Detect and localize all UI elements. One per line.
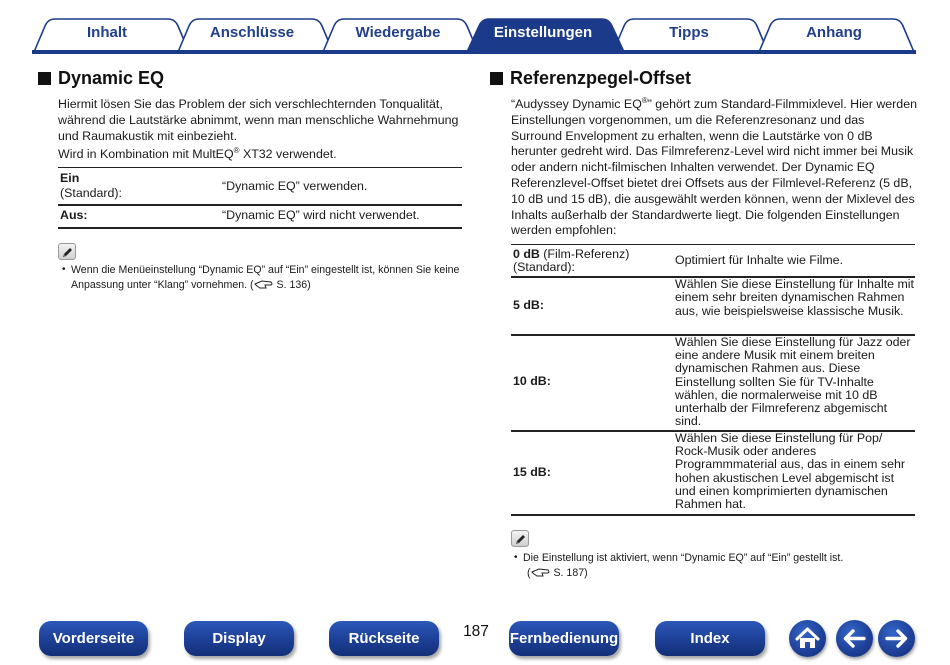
section-title: Referenzpegel-Offset bbox=[510, 68, 692, 88]
tab-wiedergabe[interactable]: Wiedergabe bbox=[355, 24, 441, 41]
back-arrow-icon[interactable] bbox=[836, 620, 873, 657]
offset-table bbox=[511, 244, 915, 516]
bullet: • bbox=[62, 264, 66, 275]
display-button[interactable]: Display bbox=[184, 621, 294, 656]
option-label: Aus: bbox=[60, 208, 88, 222]
page-reference[interactable]: S. 187 bbox=[553, 567, 585, 579]
tab-inhalt[interactable]: Inhalt bbox=[87, 24, 127, 41]
tab-anschluesse[interactable]: Anschlüsse bbox=[209, 24, 295, 41]
section-title: Dynamic EQ bbox=[58, 68, 165, 88]
option-description: Wählen Sie diese Einstellung für Inhalte mit einem sehr breiten dynamischen Rahmen aus, wie beispielsweise klassische Musik. bbox=[675, 277, 914, 318]
pencil-icon bbox=[58, 243, 76, 260]
option-description: Optimiert für Inhalte wie Filme. bbox=[675, 253, 844, 267]
dynamic-eq-intro: Hiermit lösen Sie das Problem der sich verschlechternden Tonqualität, während die Lautstärke abnimmt, wenn man menschliche Wahrnehmung und Raumakustik mit einbezieht. bbox=[58, 97, 459, 143]
tab-einstellungen[interactable]: Einstellungen bbox=[493, 24, 593, 41]
combo-pre: Wird in Kombination mit MultEQ bbox=[58, 147, 234, 161]
reference-hand-icon bbox=[531, 567, 551, 578]
option-note: (Standard): bbox=[60, 186, 122, 200]
note-text: Wenn die Menüeinstellung “Dynamic EQ” auf “Ein” eingestellt ist, können Sie keine Anpassung unter “Klang” vornehmen. bbox=[71, 264, 460, 291]
registered-mark: ® bbox=[233, 145, 240, 155]
table-row bbox=[58, 167, 462, 204]
option-note: (Standard): bbox=[513, 260, 575, 274]
registered-mark: ® bbox=[641, 95, 648, 105]
combo-post: XT32 verwendet. bbox=[239, 147, 337, 161]
referenzpegel-note bbox=[523, 551, 918, 566]
option-label: 15 dB: bbox=[513, 465, 551, 479]
table-row bbox=[511, 244, 915, 276]
index-button[interactable]: Index bbox=[655, 621, 765, 656]
table-rule bbox=[511, 514, 915, 516]
home-icon[interactable] bbox=[789, 620, 826, 657]
table-row bbox=[58, 205, 462, 227]
option-suffix: (Film-Referenz) bbox=[539, 247, 630, 261]
tab-tipps[interactable]: Tipps bbox=[669, 24, 709, 41]
option-description: Wählen Sie diese Einstellung für Jazz oder eine andere Musik mit einem breiten dynamischen Rahmen aus. Diese Einstellung sollten Sie für TV-Inhalte wählen, die normalerweise mit 10 dB unterhalb der Filmreferenz abgemischt sind. bbox=[675, 335, 911, 429]
dynamic-eq-table bbox=[58, 167, 462, 229]
option-label: 5 dB: bbox=[513, 298, 544, 312]
pencil-icon bbox=[511, 530, 529, 547]
tab-bar bbox=[0, 0, 950, 56]
tab-anhang[interactable]: Anhang bbox=[806, 24, 862, 41]
page-number: 187 bbox=[463, 623, 489, 640]
page-reference[interactable]: S. 136 bbox=[276, 278, 308, 291]
rueckseite-button[interactable]: Rückseite bbox=[329, 621, 439, 656]
multeq-combo-text bbox=[58, 147, 466, 163]
forward-arrow-icon[interactable] bbox=[878, 620, 915, 657]
referenzpegel-note-ref: ( S. 187) bbox=[527, 567, 588, 579]
bullet: • bbox=[514, 552, 518, 563]
dynamic-eq-note: Wenn die Menüeinstellung “Dynamic EQ” auf “Ein” eingestellt ist, können Sie keine Anpassung unter “Klang” vornehmen. ( S. 136) bbox=[71, 264, 460, 291]
dynamic-eq-heading bbox=[38, 68, 164, 89]
table-row bbox=[511, 431, 915, 514]
section-square-icon bbox=[490, 72, 503, 85]
vorderseite-button[interactable]: Vorderseite bbox=[39, 621, 148, 656]
reference-hand-icon bbox=[254, 279, 274, 290]
option-label: Ein bbox=[60, 171, 80, 185]
option-description: “Dynamic EQ” verwenden. bbox=[222, 179, 368, 193]
option-description: Wählen Sie diese Einstellung für Pop/ Rock-Musik oder anderes Programmmaterial aus, das in einem sehr hohen akustischen Level abgemischt ist und einen komprimierten dynamischen Rahmen hat. bbox=[675, 431, 906, 512]
option-value: 0 dB bbox=[513, 247, 540, 261]
fernbedienung-button[interactable]: Fernbedienung bbox=[509, 621, 619, 656]
table-row bbox=[511, 335, 915, 430]
table-rule bbox=[58, 227, 462, 229]
section-square-icon bbox=[38, 72, 51, 85]
option-label: 10 dB: bbox=[513, 374, 551, 388]
table-row bbox=[511, 277, 915, 334]
option-description: “Dynamic EQ” wird nicht verwendet. bbox=[222, 208, 420, 222]
intro-pre: “Audyssey Dynamic EQ bbox=[511, 97, 642, 111]
option-label bbox=[513, 247, 629, 261]
referenzpegel-heading bbox=[490, 68, 691, 89]
intro-post: ” gehört zum Standard-Filmmixlevel. Hier werden Einstellungen vorgenommen, um die Referenzresonanz und das Surround Envelopment zu erhalten, wenn die Lautstärke von 0 dB herunter gedreht wird. Das Filmreferenz-Level wird nicht immer bei Musik oder andern nicht-filmischen Inhalten verwendet. Der Dynamic EQ Referenzlevel-Offset bietet drei Offsets aus der Filmlevel-Referenz (5 dB, 10 dB und 15 dB), die ausgewählt werden können, wenn der Mixlevel des Inhalts außerhalb der Standardwerte liegt. Die folgenden Einstellungen werden empfohlen: bbox=[511, 97, 917, 238]
referenzpegel-intro bbox=[511, 97, 918, 239]
note-text: Die Einstellung ist aktiviert, wenn “Dynamic EQ” auf “Ein” gestellt ist. bbox=[523, 552, 844, 564]
